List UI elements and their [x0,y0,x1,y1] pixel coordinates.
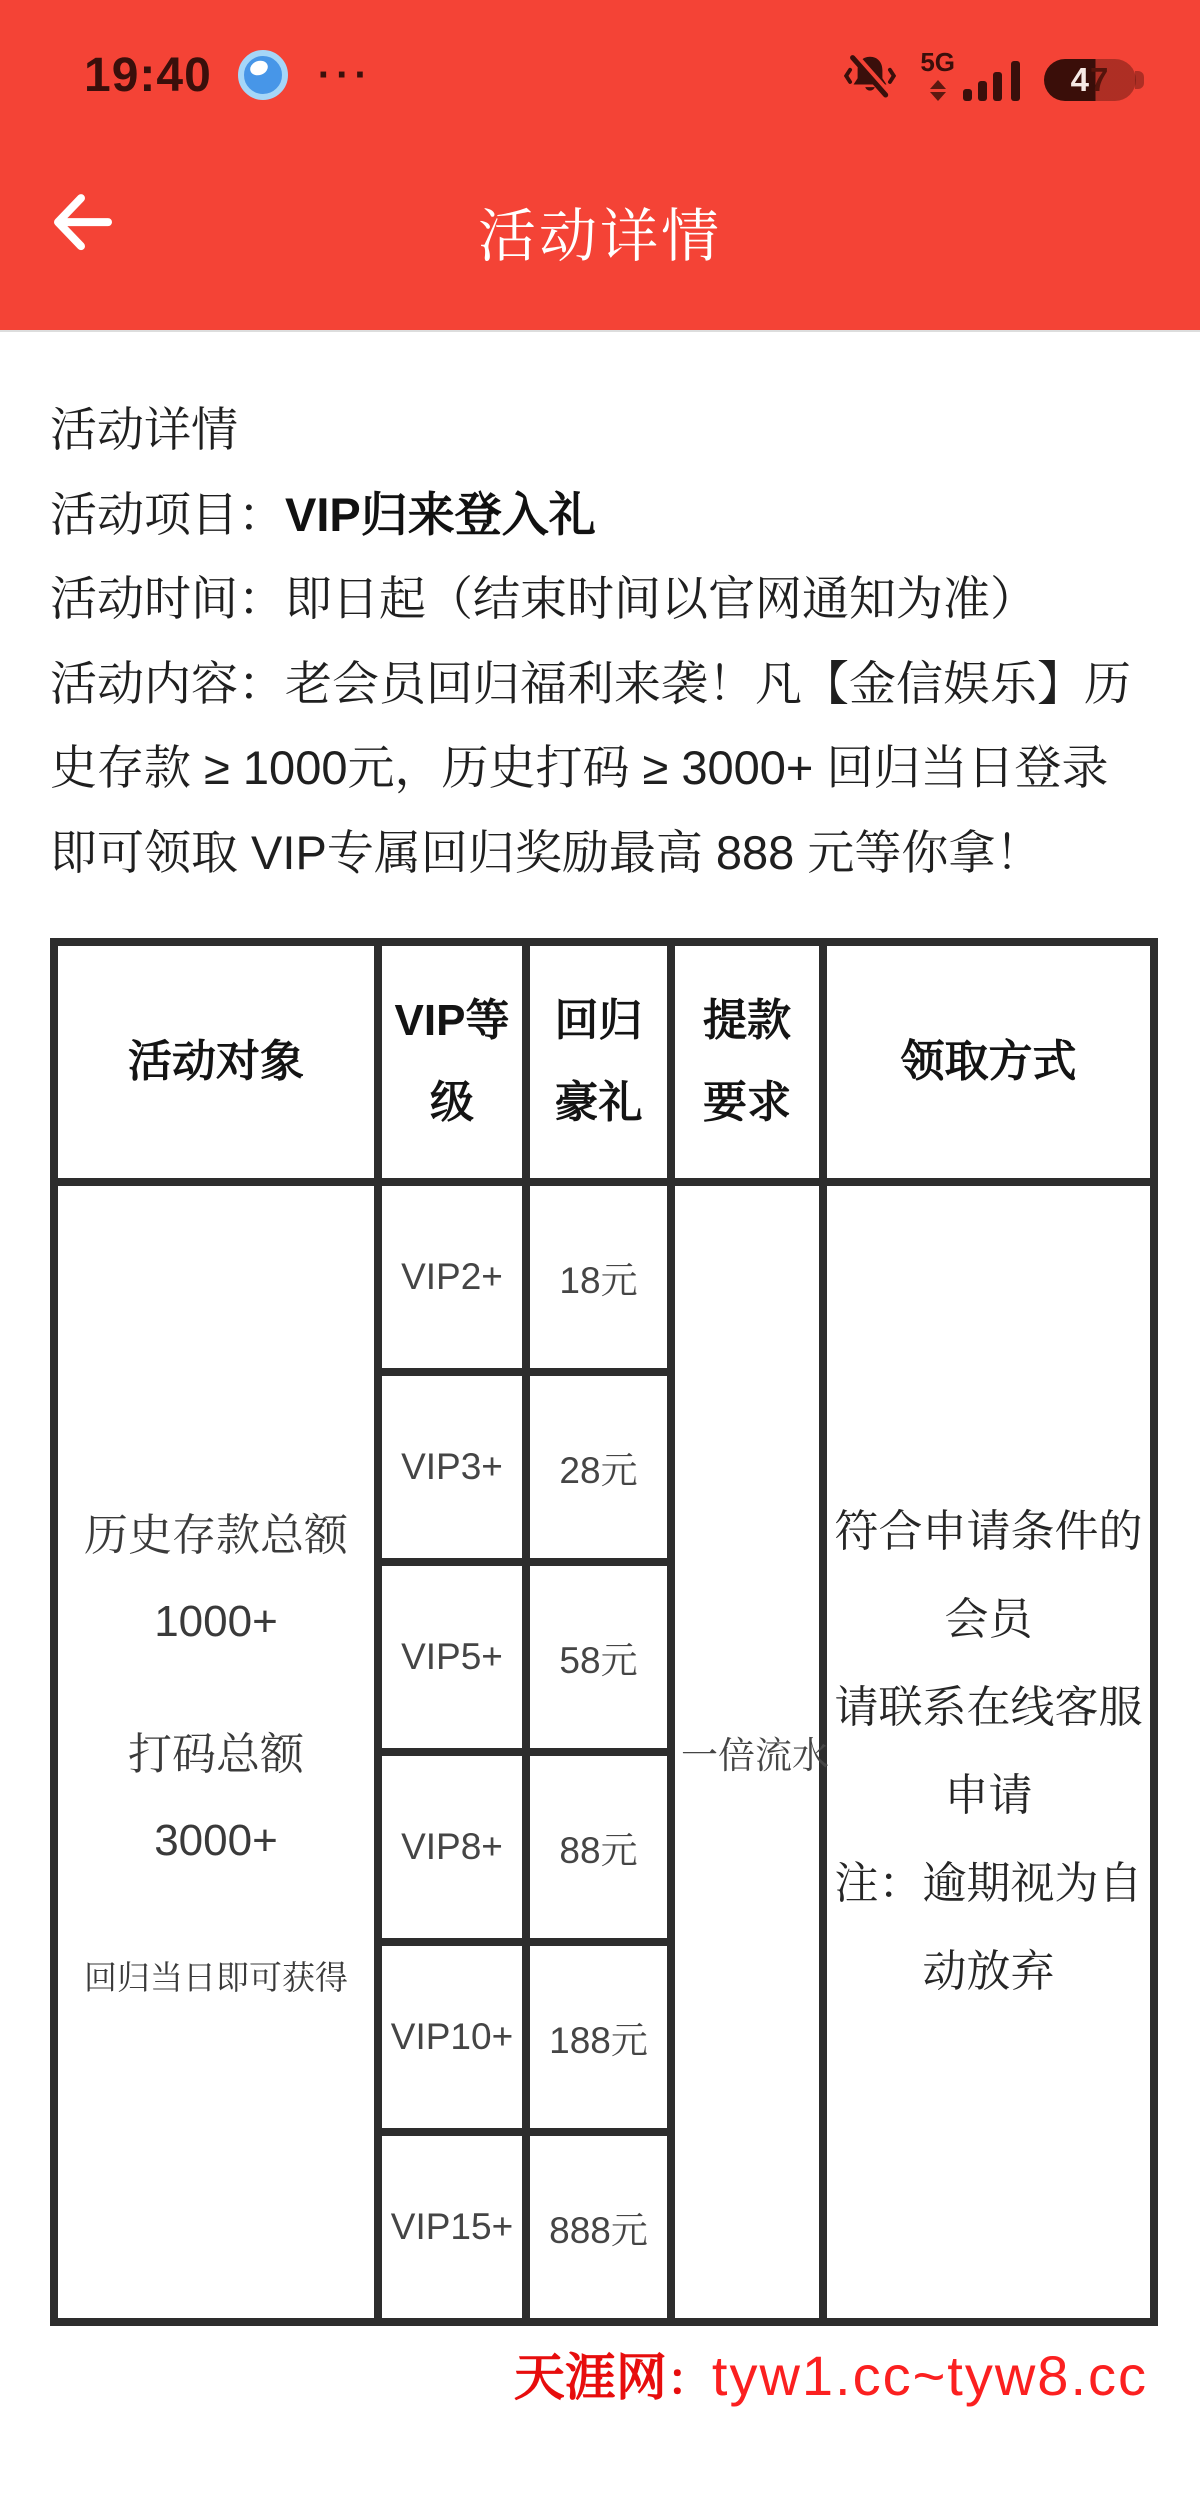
network-type-group [920,49,955,101]
watermark-colon: ： [666,2353,712,2405]
watermark-brand: 天涯网 [513,2348,667,2406]
vip-level-cell: VIP3+ [378,1372,526,1562]
vip-level-cell: VIP5+ [378,1562,526,1752]
claim-method-cell [823,1182,1154,2322]
gift-amount-cell: 888元 [526,2132,671,2322]
watermark [50,2342,1150,2409]
browser-app-icon [238,50,288,100]
claim-line: 请联系在线客服申请 [834,1682,1143,1820]
header-vip-level: VIP等级 [378,942,526,1182]
project-label: 活动项目： [50,487,285,541]
vip-level-cell: VIP10+ [378,1942,526,2132]
arrow-left-icon [44,185,118,259]
time-value: 即日起（结束时间以官网通知为准） [285,572,1037,626]
target-note: 回归当日即可获得 [84,1958,348,1996]
status-time: 19:40 [84,48,212,102]
claim-line: 符合申请条件的会员 [834,1506,1143,1644]
header-target: 活动对象 [54,942,378,1182]
claim-line: 注：逾期视为自动放弃 [834,1858,1143,1996]
battery-digit: 4 [1070,61,1090,98]
signal-bars-icon [920,47,1020,101]
gift-amount-cell: 28元 [526,1372,671,1562]
gift-amount-cell: 18元 [526,1182,671,1372]
status-right-group [844,49,1136,101]
traffic-arrows-icon [930,80,946,101]
vip-level-cell: VIP8+ [378,1752,526,1942]
target-line: 历史存款总额 [84,1510,348,1560]
table-row [54,1182,1154,1372]
status-left-group [84,48,373,103]
target-cell [54,1182,378,2322]
table-body [54,1182,1154,2322]
table-header [54,942,1154,1182]
battery-icon [1044,59,1136,101]
content-area [0,332,1200,2409]
project-value: VIP归来登入礼 [285,487,596,541]
reward-table [50,938,1158,2326]
target-line: 1000+ [154,1596,278,1646]
battery-digit: 7 [1090,61,1110,98]
target-line: 打码总额 [128,1730,304,1780]
network-type-label: 5G [920,47,955,77]
gift-amount-cell: 88元 [526,1752,671,1942]
header-withdraw: 提款要求 [671,942,823,1182]
body-label: 活动内容： [50,656,285,710]
status-bar [0,0,1200,134]
battery-level [1044,59,1136,101]
target-line: 3000+ [154,1816,278,1866]
header-row [54,942,1154,1182]
signal-strength-bars [963,61,1020,101]
page-title: 活动详情 [477,204,722,269]
more-notifications-icon: ··· [317,52,373,97]
back-button[interactable] [44,185,118,259]
body-value: 老会员回归福利来袭！凡【金信娱乐】历史存款 ≥ 1000元，历史打码 ≥ 3000+ 回归当日登录即可领取 VIP专属回归奖励最高 888 元等你拿！ [50,656,1131,879]
header-gift: 回归豪礼 [526,942,671,1182]
gift-amount-cell: 58元 [526,1562,671,1752]
time-line [50,557,1150,642]
detail-heading: 活动详情 [50,403,238,456]
bell-slash-icon [844,49,896,101]
vip-level-cell: VIP2+ [378,1182,526,1372]
header-claim: 领取方式 [823,942,1154,1182]
app-header [0,0,1200,332]
vip-level-cell: VIP15+ [378,2132,526,2322]
withdraw-requirement-cell: 一倍流水 [671,1182,823,2322]
body-line [50,642,1150,896]
watermark-domains: tyw1.cc~tyw8.cc [711,2343,1148,2407]
project-line [50,473,1150,558]
gift-amount-cell: 188元 [526,1942,671,2132]
time-label: 活动时间： [50,572,285,626]
nav-bar [0,132,1200,330]
